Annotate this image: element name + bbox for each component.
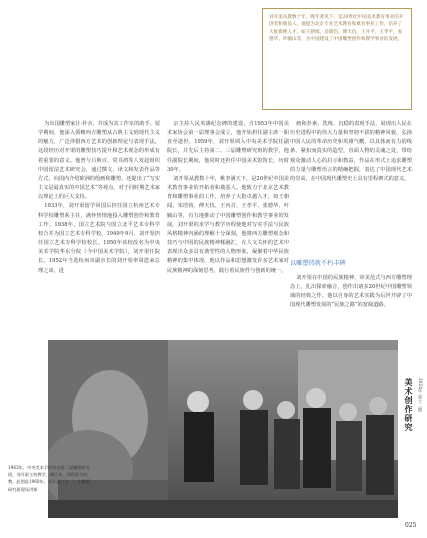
paragraph: 刘开渠在中国的民族精神、审美范式与西方雕塑理念上，扎出探索融合，创作出诸多20世纪中国雕塑领域的经典之作。他以自身的艺术实践为后世开辟了中国现代雕塑发展的“民族之路”的宽阔道路。 [290,275,412,309]
section-heading: 以雕塑铸就不朽丰碑 [290,260,346,267]
paragraph: 京主持人民英雄纪念碑的建设，自1953年中国美术家协会第一届理事会成立，他开始担任副主席一职直至逝世。1959年，刘开渠调入中央美术学院任副院长，并先后主持第二、三届雕塑研究班的教学，他任副院长期间，他同时还担任中国美术馆馆长，历时30年。 [167,121,289,173]
lead-summary-box [262,8,412,110]
article-column-2 [167,120,289,334]
paragraph: 画和扑素、洗练、沉稳的表现手法，展现出人民在历史进程中的伟大力量和坚韧不拔的精神风貌，弘扬中国人民的革命历史和英雄气概，以具体而有力的线条、紧扣而真实的造型，直面人物的灵魂之处，带给观众激动人心的启示和教益，作品在形式上追求雕塑的力量与雕塑语言的精确把握，表达了中国现代艺术的崇高，在中国现代雕塑史上具有里程碑式的意义。 [290,121,412,182]
article-column-1 [38,120,160,334]
historical-photo [48,340,398,518]
column-title-vertical: 美术创作研究 [404,378,414,432]
page-number: 025 [405,522,417,529]
article-column-3 [290,120,412,246]
photo-caption: 1963年，中央美术学院举办第二届雕塑研究班，刘开渠主持教学，傅天仇、钱绍武为助教，此图是1960年，刘开渠（左一）在雕塑研究班现场讲课 [8,465,90,492]
paragraph: 1933年，刘开渠留学回国后担任国立杭州艺术专科学校雕塑系主任，满怀热情地投入雕塑创作和教育工作。1938年，国立艺术院与国立北平艺术专科学校合并为国立艺术专科学校。1949年9月，刘开渠担任国立艺术专科学校校长。1950年该校改名为中央美术学院华东分院（今中国美术学院），刘开渠任院长。1952年当选杭州市副市长的刘开渠率周恩来总理之命，进 [38,203,160,274]
lead-summary-text: 刘开渠从教数十年，晚年著风下，是20世纪中国美术教育事业的开创者和奠基人。他提为北京专业艺术教育和奠育事业工作，培养了大批新桃人才。如王朝闻、吴锦钧、傅天仇、王开平、王孝平、张德华、叶毓山等，为中国建设了中国雕塑创作和教学事业的发展。 [269,15,404,43]
article-column-3-continued [290,274,412,330]
paragraph: 为出国雕塑家让·朴舍，并成为其工作室的助手。留学期间，他深入领略西方雕塑从古典主义到现代主义的魅力，广泛涉猎西方艺术的创新理论与表现手法，这段经历对开渠的雕塑技巧提升和艺术观念的形成有着重要的意义。他曾与吕斯百、常书鸿等人发起组织中国留法艺术研究会，通过撰文、译文和发表作品等方式，向国内介绍欧洲的绘画和雕塑。还提出了“写实主义是最真实的中国艺术”等观点，对于同时期艺术家以理论上的巨大支持。 [38,121,160,201]
photo-illustration [48,340,398,518]
paragraph: 刘开渠从教数十年，桃李满天下，是20世纪中国美术教育事业的开拓者和奠基人。他致力于北京艺术教育和雕塑事业的工作，培养了大批卓越人才，如王朝闻、朱培钧、傅天仇、王丙召、王孝平、张德华、叶毓山等，有力地推动了中国雕塑创作和教学事业的发展。刘开渠的求学与教学历程使他对写实手法与民族风格精神内涵的理解十分深刻，他将西方雕塑观念和技巧与中国的民族精神糅融汇，在人文关怀的艺术中表现出众多具有典型性的人物形象，凝聚着中华民族精神的集中体现，他以作品和思想激发许多艺术家对民族精神的深刻思考，践行着民族性与创新的统一。 [167,175,289,274]
issue-label-vertical: 2024年 第十二期 [417,378,422,412]
